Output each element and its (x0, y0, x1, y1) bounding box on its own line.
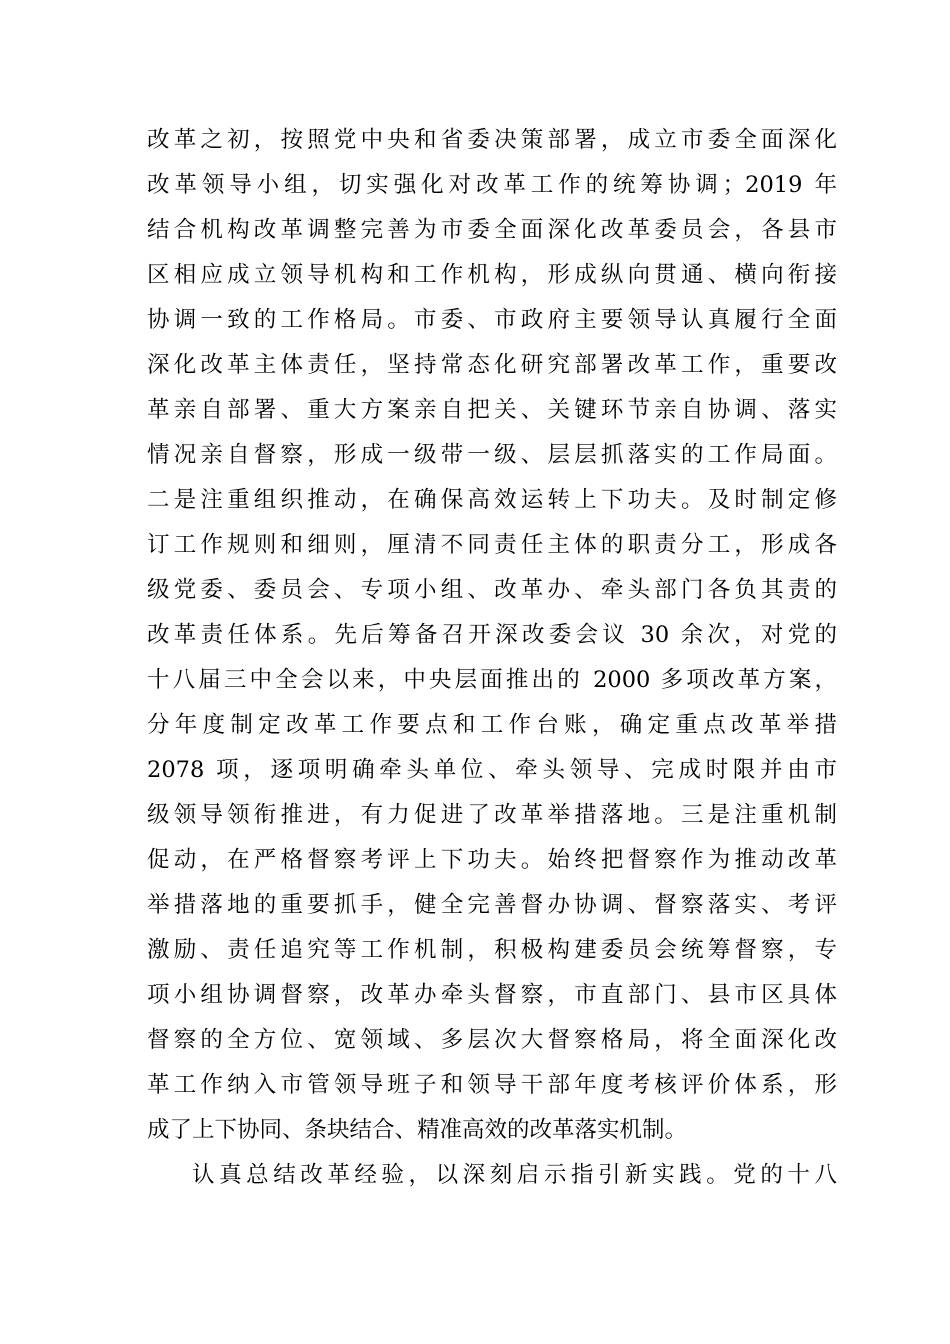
text-line: 改革责任体系。先后筹备召开深改委会议 30 余次，对党的 (147, 622, 837, 648)
text-line: 情况亲自督察，形成一级带一级、层层抓落实的工作局面。 (147, 442, 837, 468)
text-line: 区相应成立领导机构和工作机构，形成纵向贯通、横向衔接 (147, 262, 837, 288)
text-line: 督察的全方位、宽领域、多层次大督察格局，将全面深化改 (147, 1027, 837, 1053)
text-line: 革亲自部署、重大方案亲自把关、关键环节亲自协调、落实 (147, 397, 837, 423)
text-line: 项小组协调督察，改革办牵头督察，市直部门、县市区具体 (147, 982, 837, 1008)
paragraph-start-line: 认真总结改革经验，以深刻启示指引新实践。党的十八 (192, 1162, 837, 1188)
text-line: 结合机构改革调整完善为市委全面深化改革委员会，各县市 (147, 217, 837, 243)
paragraph-end-line: 成了上下协同、条块结合、精准高效的改革落实机制。 (147, 1117, 688, 1143)
text-line: 促动，在严格督察考评上下功夫。始终把督察作为推动改革 (147, 847, 837, 873)
text-line: 改革之初，按照党中央和省委决策部署，成立市委全面深化 (147, 127, 837, 153)
text-line: 激励、责任追究等工作机制，积极构建委员会统筹督察，专 (147, 937, 837, 963)
text-line: 举措落地的重要抓手，健全完善督办协调、督察落实、考评 (147, 892, 837, 918)
text-line: 深化改革主体责任，坚持常态化研究部署改革工作，重要改 (147, 352, 837, 378)
text-line: 分年度制定改革工作要点和工作台账，确定重点改革举措 (147, 712, 837, 738)
text-line: 订工作规则和细则，厘清不同责任主体的职责分工，形成各 (147, 532, 837, 558)
text-line: 级党委、委员会、专项小组、改革办、牵头部门各负其责的 (147, 577, 837, 603)
text-line: 改革领导小组，切实强化对改革工作的统筹协调；2019 年 (147, 172, 837, 198)
text-line: 革工作纳入市管领导班子和领导干部年度考核评价体系，形 (147, 1072, 837, 1098)
text-line: 级领导领衔推进，有力促进了改革举措落地。三是注重机制 (147, 802, 837, 828)
text-line: 十八届三中全会以来，中央层面推出的 2000 多项改革方案， (147, 667, 837, 693)
text-line: 2078 项，逐项明确牵头单位、牵头领导、完成时限并由市 (147, 757, 837, 783)
text-line: 协调一致的工作格局。市委、市政府主要领导认真履行全面 (147, 307, 837, 333)
body-text (147, 118, 837, 1198)
text-line: 二是注重组织推动，在确保高效运转上下功夫。及时制定修 (147, 487, 837, 513)
